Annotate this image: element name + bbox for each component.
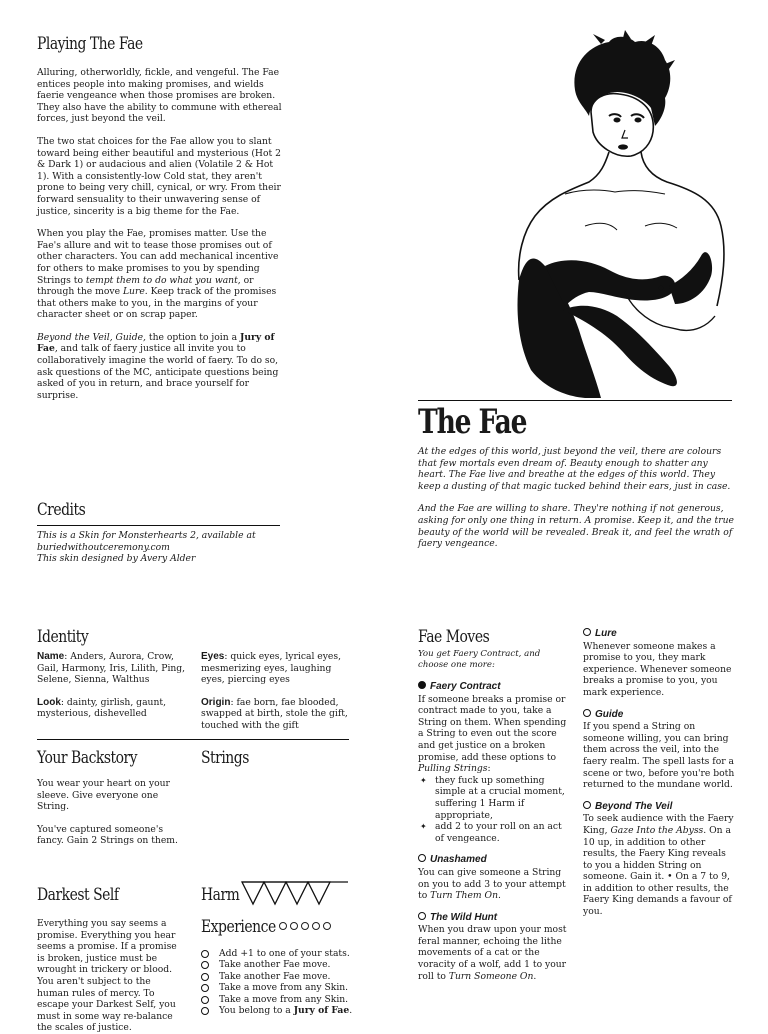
harm-track[interactable]: [240, 880, 350, 906]
xp-circle-2[interactable]: [290, 922, 298, 930]
xp-circle-1[interactable]: [279, 922, 287, 930]
checkbox-icon[interactable]: [201, 1007, 209, 1015]
checkbox-icon[interactable]: [201, 996, 209, 1004]
harm-box-3: [286, 882, 308, 904]
backstory-text: [37, 778, 187, 858]
contract-options: [418, 775, 568, 845]
darkest-title: Darkest Self: [37, 885, 119, 905]
playing-p1: Alluring, otherworldly, fickle, and vengeful. The Fae entices people into making promises, and wields faerie vengeance when those promises are broken. They also have the ability to commune with ethereal forces, just beyond the veil.: [37, 67, 282, 125]
move-unashamed[interactable]: Unashamed You can give someone a String on you to add 3 to your attempt to Turn Them On.: [418, 854, 566, 902]
identity-title: Identity: [37, 627, 89, 647]
darkest-text: Everything you say seems a promise. Everything you hear seems a promise. If a promise is broken, justice must be wrought in trickery or blood. You aren't subject to the human rules of mercy. To escape your Darkest Self, you must in some way re-balance the scales of justice.: [37, 918, 177, 1034]
xp-circle-4[interactable]: [312, 922, 320, 930]
fae-portrait-illustration: [505, 30, 745, 402]
moves-title: Fae Moves: [418, 627, 490, 647]
credits-rule: [37, 525, 280, 526]
harm-box-2: [264, 882, 286, 904]
harm-box-4: [308, 882, 330, 904]
credits-line-1: This is a Skin for Monsterhearts 2, available at buriedwithoutceremony.com: [37, 530, 256, 553]
fae-intro-section: [418, 402, 738, 561]
fae-intro-1: At the edges of this world, just beyond the veil, there are colours that few mortals even dream of. Beauty enough to shatter any heart. The Fae live and breathe at the edges of this world. They keep a dusting of that magic tucked behind their ears, just in case.: [418, 446, 731, 492]
identity-rule: [37, 739, 349, 740]
credits-section: [37, 500, 367, 565]
checkbox-icon[interactable]: [418, 854, 426, 862]
xp-circle-5[interactable]: [323, 922, 331, 930]
move-lure[interactable]: Lure Whenever someone makes a promise to you, they mark experience. Whenever someone breaks a promise to you, you mark experience.: [583, 628, 732, 698]
move-wild-hunt[interactable]: The Wild Hunt When you draw upon your most feral manner, echoing the lithe movements of a cat or the voracity of a wolf, add 1 to your roll to Turn Someone On.: [418, 911, 567, 982]
move-guide[interactable]: Guide If you spend a String on someone willing, you can bring them across the veil, into the faery realm. The spell lasts for a scene or two, before you're both returned to the mundane world.: [583, 708, 735, 791]
exp-option-2[interactable]: Take another Fae move.: [201, 959, 361, 970]
backstory-title: Your Backstory: [37, 748, 138, 768]
checkbox-icon[interactable]: [201, 973, 209, 981]
checkbox-icon[interactable]: [201, 950, 209, 958]
fae-intro-2: And the Fae are willing to share. They're nothing if not generous, asking for only one thing in return. A promise. Keep it, and the true beauty of the world will be revealed. Break it, and feel the wrath of faery vengeance.: [418, 503, 734, 550]
checkbox-icon[interactable]: [583, 628, 591, 636]
hair-shape: [574, 37, 670, 126]
exp-option-6[interactable]: You belong to a Jury of Fae.: [201, 1005, 361, 1016]
backstory-p2: You've captured someone's fancy. Gain 2 Strings on them.: [37, 823, 178, 847]
identity-look: Look: dainty, girlish, gaunt, mysterious, dishevelled: [37, 696, 166, 720]
backstory-p1: You wear your heart on your sleeve. Give everyone one String.: [37, 778, 170, 813]
experience-list: [201, 948, 361, 1016]
exp-option-3[interactable]: Take another Fae move.: [201, 971, 361, 982]
identity-origin: Origin: fae born, fae blooded, swapped at birth, stole the gift, touched with the gift: [201, 696, 348, 731]
exp-option-4[interactable]: Take a move from any Skin.: [201, 982, 361, 993]
moves-intro: You get Faery Contract, and choose one more:: [418, 649, 541, 670]
checkbox-icon[interactable]: [201, 984, 209, 992]
checkbox-icon[interactable]: [583, 709, 591, 717]
move-faery-contract[interactable]: Faery Contract If someone breaks a promise or contract made to you, take a String on them. When spending a String to even out the score and get justice on a broken promise, add these options to Pulling Strings: ✦ they fuck up something simple at a crucial moment, suffering 1 Harm if appropriate, ✦ add 2 to your roll on an act of vengeance.: [418, 681, 568, 844]
contract-option-1: ✦ they fuck up something simple at a crucial moment, suffering 1 Harm if appropriate,: [418, 775, 568, 821]
fae-title: The Fae: [418, 402, 527, 442]
moves-col-1: [418, 627, 568, 982]
strings-title: Strings: [201, 748, 249, 768]
harm-box-1: [242, 882, 264, 904]
playing-section: [37, 34, 285, 412]
xp-circle-3[interactable]: [301, 922, 309, 930]
identity-right: [201, 651, 351, 743]
checkbox-icon[interactable]: [201, 961, 209, 969]
identity-eyes: Eyes: quick eyes, lyrical eyes, mesmerizing eyes, laughing eyes, piercing eyes: [201, 651, 342, 686]
moves-col-2: [583, 628, 735, 918]
playing-p4: Beyond the Veil, Guide, the option to join a Jury of Fae, and talk of faery justice all invite you to collaboratively imagine the world of faery. To do so, ask questions of the MC, anticipate questions being asked of you in return, and brace yourself for surprise.: [37, 331, 279, 401]
playing-title: Playing The Fae: [37, 34, 143, 54]
identity-name: Name: Anders, Aurora, Crow, Gail, Harmony, Iris, Lilith, Ping, Selene, Sienna, Walthus: [37, 651, 186, 686]
title-rule: [418, 400, 732, 401]
playing-p3: When you play the Fae, promises matter. Use the Fae's allure and wit to tease those promises out of other characters. You can add mechanical incentive for others to make promises to you by spending Strings to tempt them to do what you want, or through the move Lure. Keep track of the promises that others make to you, in the margins of your character sheet or on scrap paper.: [37, 228, 279, 321]
experience-title: Experience: [201, 917, 276, 937]
exp-option-1[interactable]: Add +1 to one of your stats.: [201, 948, 361, 959]
identity-left: [37, 651, 187, 731]
experience-track[interactable]: [276, 922, 331, 938]
playing-p2: The two stat choices for the Fae allow you to slant toward being either beautiful and mysterious (Hot 2 & Dark 1) or audacious and alien (Volatile 2 & Hot 1). With a consistently-low Cold stat, they aren't prone to being very chill, cynical, or wry. From their forward sensuality to their unwavering sense of justice, sincerity is a big theme for the Fae.: [37, 135, 281, 217]
credits-line-2: This skin designed by Avery Alder: [37, 553, 196, 565]
checkbox-icon[interactable]: [583, 801, 591, 809]
harm-title: Harm: [201, 885, 240, 905]
credits-title: Credits: [37, 500, 86, 520]
exp-option-5[interactable]: Take a move from any Skin.: [201, 994, 361, 1005]
checkbox-icon[interactable]: [418, 912, 426, 920]
move-beyond-the-veil[interactable]: Beyond The Veil To seek audience with the Faery King, Gaze Into the Abyss. On a 10 up, in addition to other results, the Faery King reveals to you a hidden String on someone. Gain it. • On a 7 to 9, in addition to other results, the Faery King demands a favour of you.: [583, 800, 734, 918]
contract-option-2: ✦ add 2 to your roll on an act of vengeance.: [418, 821, 568, 844]
checkbox-filled-icon[interactable]: [418, 681, 426, 689]
